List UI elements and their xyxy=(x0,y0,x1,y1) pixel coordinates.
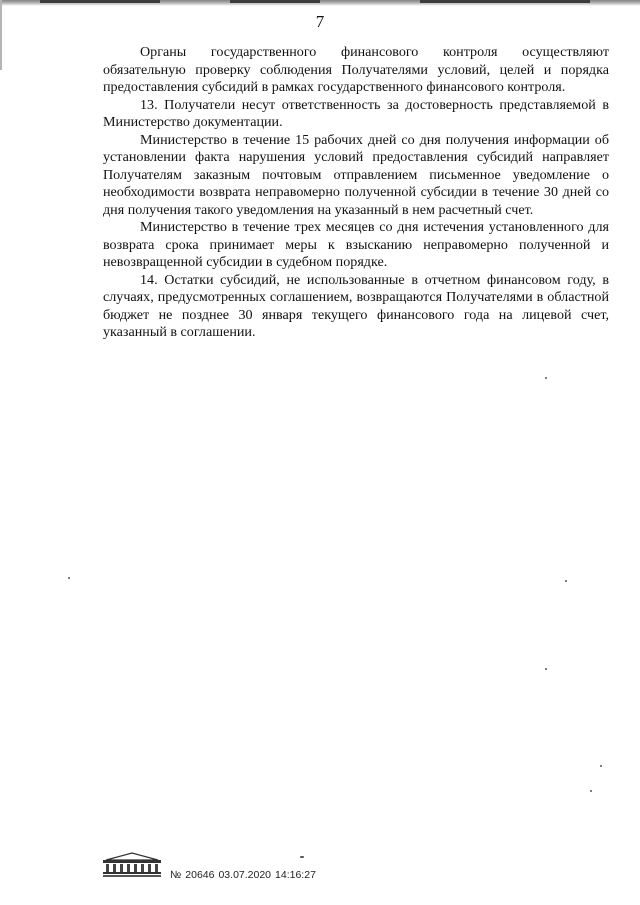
scan-left-edge xyxy=(0,0,2,70)
scan-speck xyxy=(545,377,547,379)
stamp-number-sign: № xyxy=(170,869,182,881)
building-icon xyxy=(101,852,163,878)
paragraph-ministry-notice: Министерство в течение 15 рабочих дней со дня получения информации об установлении факта нарушения условий предоставления субсидий направляет Получателям заказным почтовым отправлением письменное уведомление о необходимости возврата неправомерно полученной субсидии в течение 30 дней со дня получения такого уведомления на указанный в нем расчетный счет. xyxy=(103,131,609,218)
paragraph-control: Органы государственного финансового контроля осуществляют обязательную проверку соблюдения Получателями условий, целей и порядка предоставления субсидий в рамках государственного финансового контроля. xyxy=(103,44,609,95)
scan-speck xyxy=(565,580,567,582)
scan-speck xyxy=(590,790,592,792)
scan-speck xyxy=(68,577,70,579)
document-body xyxy=(103,44,609,342)
registry-logo xyxy=(101,852,163,878)
stamp-date: 03.07.2020 xyxy=(218,869,272,881)
stamp-number: 20646 xyxy=(185,869,215,881)
registration-stamp xyxy=(170,869,320,882)
stamp-time: 14:16:27 xyxy=(275,869,316,881)
paragraph-ministry-recovery: Министерство в течение трех месяцев со дня истечения установленного для возврата срока принимает меры к взысканию неправомерно полученной и невозвращенной субсидии в судебном порядке. xyxy=(103,219,609,270)
paragraph-14: 14. Остатки субсидий, не использованные в отчетном финансовом году, в случаях, предусмотренных соглашением, возвращаются Получателями в областной бюджет не позднее 30 января текущего финансового года на лицевой счет, указанный в соглашении. xyxy=(103,271,609,340)
scan-artifact xyxy=(40,0,160,3)
paragraph-13: 13. Получатели несут ответственность за достоверность представляемой в Министерство документации. xyxy=(103,96,609,130)
scan-speck xyxy=(600,765,602,767)
scan-artifact xyxy=(420,0,590,3)
page-number: 7 xyxy=(315,12,325,31)
scan-speck xyxy=(545,668,547,670)
scan-artifact xyxy=(230,0,320,3)
scan-speck xyxy=(300,856,304,858)
